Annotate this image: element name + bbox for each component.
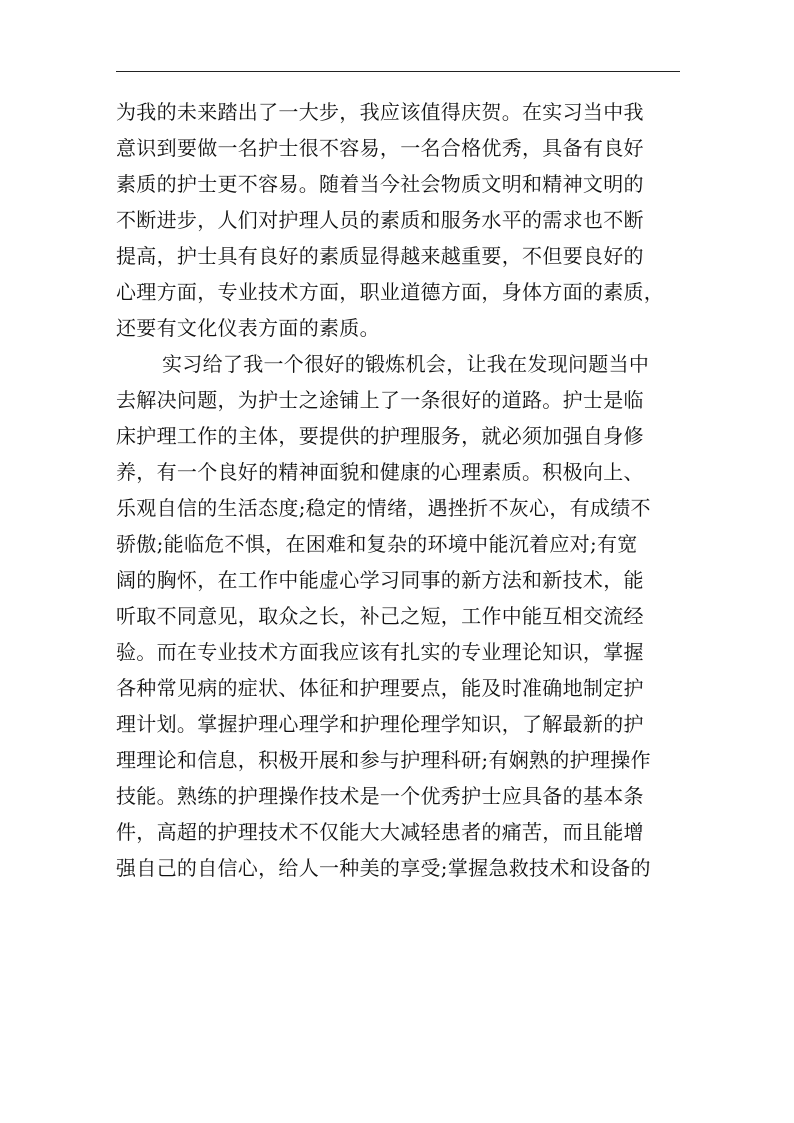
text-line: 阔的胸怀，在工作中能虚心学习同事的新方法和新技术，能 (116, 568, 644, 592)
text-line: 骄傲;能临危不惧，在困难和复杂的环境中能沉着应对;有宽 (116, 532, 638, 556)
text-line: 为我的未来踏出了一大步，我应该值得庆贺。在实习当中我 (116, 100, 644, 124)
text-line: 养，有一个良好的精神面貌和健康的心理素质。积极向上、 (116, 460, 644, 484)
text-line: 去解决问题，为护士之途铺上了一条很好的道路。护士是临 (116, 388, 644, 412)
text-line: 件，高超的护理技术不仅能大大减轻患者的痛苦，而且能增 (116, 820, 644, 844)
text-line: 提高，护士具有良好的素质显得越来越重要，不但要良好的 (116, 244, 644, 268)
header-rule (116, 71, 680, 72)
text-line: 技能。熟练的护理操作技术是一个优秀护士应具备的基本条 (116, 784, 644, 808)
document-body (116, 94, 686, 886)
text-line: 强自己的自信心，给人一种美的享受;掌握急救技术和设备的 (116, 856, 651, 880)
text-line: 素质的护士更不容易。随着当今社会物质文明和精神文明的 (116, 172, 644, 196)
text-line: 不断进步，人们对护理人员的素质和服务水平的需求也不断 (116, 208, 644, 232)
text-line: 理计划。掌握护理心理学和护理伦理学知识，了解最新的护 (116, 712, 644, 736)
paragraph-first-line: 实习给了我一个很好的锻炼机会，让我在发现问题当中 (162, 352, 650, 376)
text-line: 意识到要做一名护士很不容易，一名合格优秀，具备有良好 (116, 136, 644, 160)
text-line: 床护理工作的主体，要提供的护理服务，就必须加强自身修 (116, 424, 644, 448)
text-line: 心理方面，专业技术方面，职业道德方面，身体方面的素质， (116, 280, 665, 304)
text-line: 理理论和信息，积极开展和参与护理科研;有娴熟的护理操作 (116, 748, 651, 772)
text-line: 各种常见病的症状、体征和护理要点，能及时准确地制定护 (116, 676, 644, 700)
text-line: 乐观自信的生活态度;稳定的情绪，遇挫折不灰心，有成绩不 (116, 496, 651, 520)
text-line: 还要有文化仪表方面的素质。 (116, 316, 380, 340)
text-line: 听取不同意见，取众之长，补己之短，工作中能互相交流经 (116, 604, 644, 628)
text-line: 验。而在专业技术方面我应该有扎实的专业理论知识，掌握 (116, 640, 644, 664)
